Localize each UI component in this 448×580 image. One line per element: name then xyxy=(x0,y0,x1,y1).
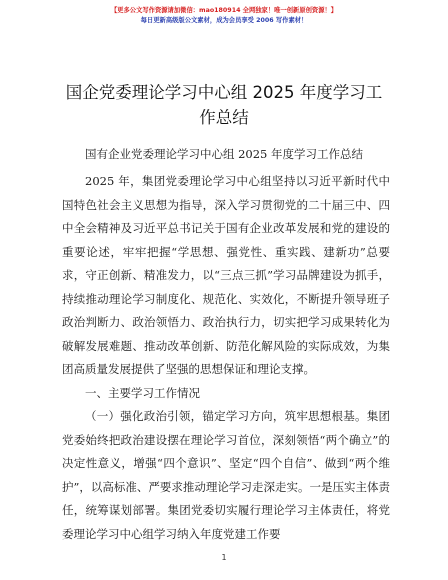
paragraph-intro: 2025 年，集团党委理论学习中心组坚持以习近平新时代中国特色社会主义思想为指导，深入学习贯彻党的二十届三中、四中全会精神及习近平总书记关于国有企业改革发展和党的建设的重要论述，牢牢把握“学思想、强党性、重实践、建新功”总要求，守正创新、精准发力，以“三点三抓”学习品牌建设为抓手，持续推动理论学习制度化、规范化、实效化，不断提升领导班子政治判断力、政治领悟力、政治执行力，切实把学习成果转化为破解发展难题、推动改革创新、防范化解风险的实际成效，为集团高质量发展提供了坚强的思想保证和理论支撑。 xyxy=(62,174,390,376)
promo-banner-line-2: 每日更新高级版公文素材，成为会员享受 2006 写作素材！ xyxy=(140,17,308,24)
promo-banner xyxy=(0,6,448,26)
document-title: 国企党委理论学习中心组 2025 年度学习工作总结 xyxy=(65,83,383,127)
section-heading: 一、主要学习工作情况 xyxy=(85,385,200,400)
document-body xyxy=(62,170,390,546)
paragraph-section-1: （一）强化政治引领，锚定学习方向，筑牢思想根基。集团党委始终把政治建设摆在理论学习首位，深刻领悟“两个确立”的决定性意义，增强“四个意识”、坚定“四个自信”、做到“两个维护”，以高标准、严要求推动理论学习走深走实。一是压实主体责任，统筹谋划部署。集团党委切实履行理论学习主体责任，将党委理论学习中心组学习纳入年度党建工作要 xyxy=(62,409,390,541)
page-number: 1 xyxy=(221,553,227,562)
promo-banner-line-1: 【更多公文写作资源请加微信：mao180914 全网独家！唯一创新原创资源！】 xyxy=(110,7,338,14)
document-subtitle: 国有企业党委理论学习中心组 2025 年度学习工作总结 xyxy=(84,147,364,161)
